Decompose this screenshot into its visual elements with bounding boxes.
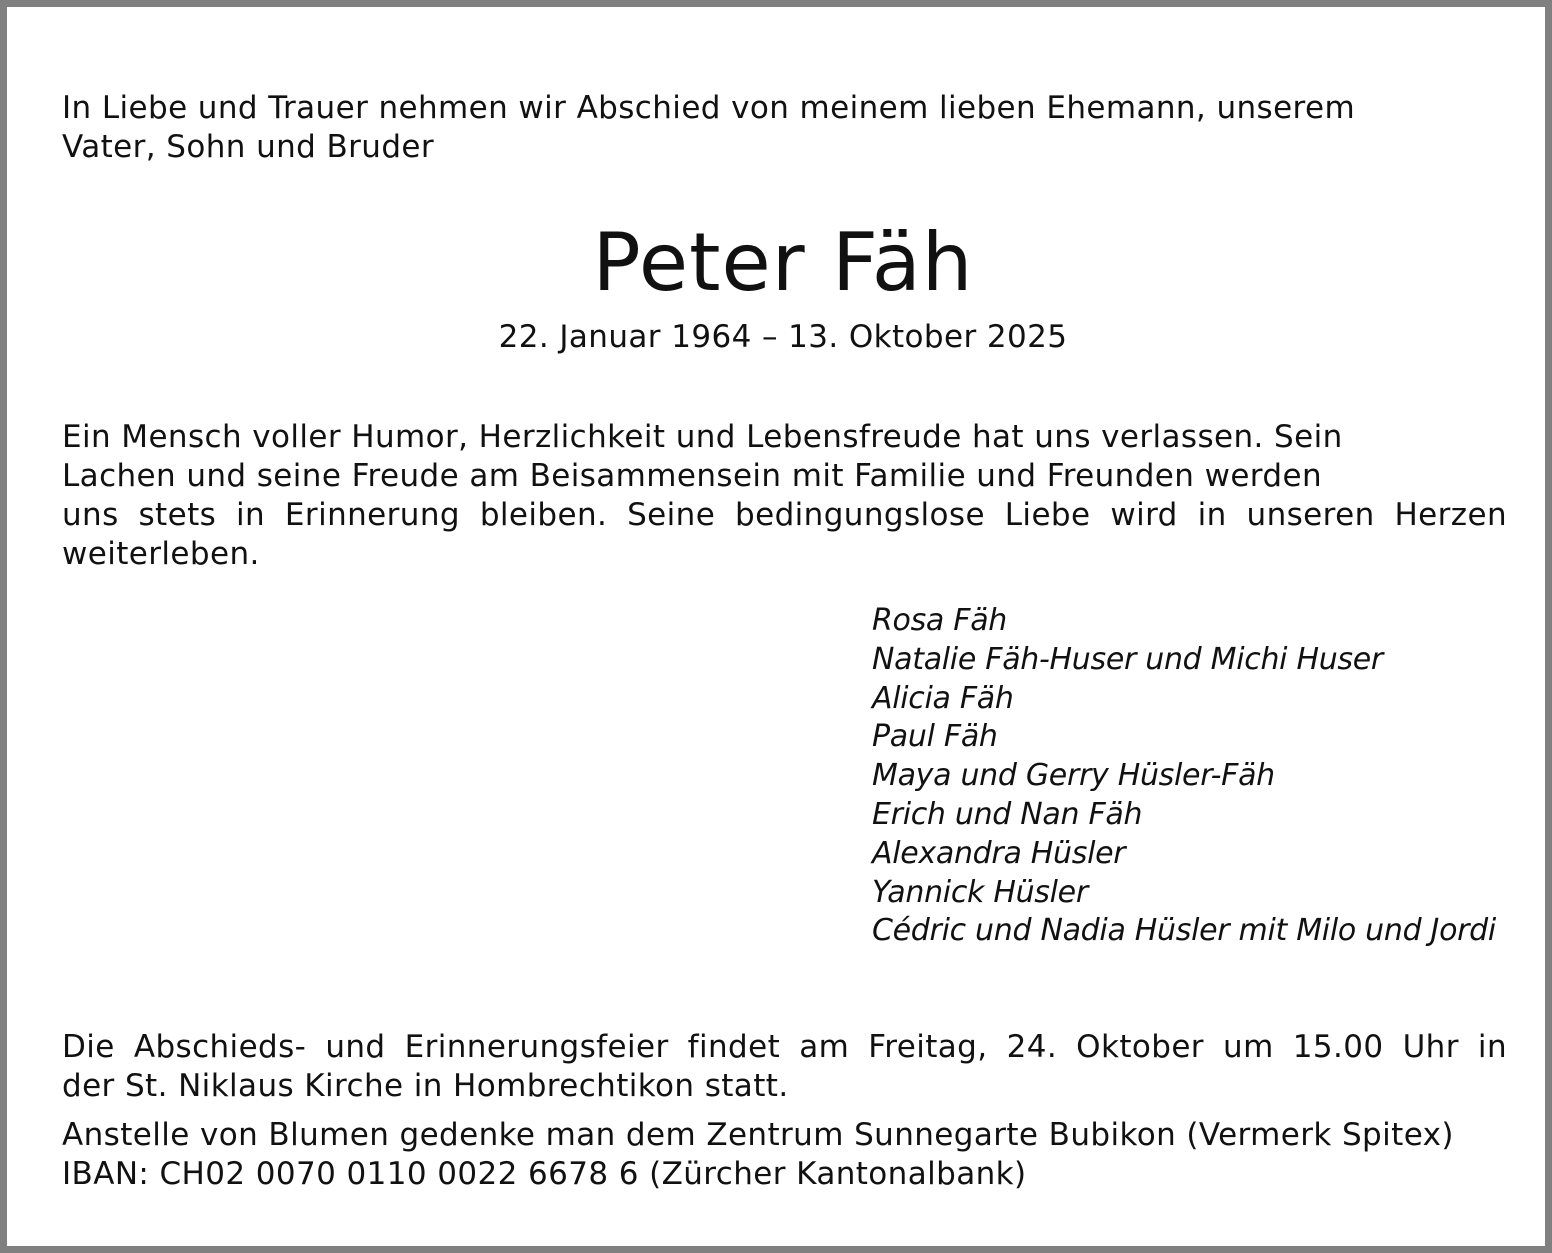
donation-text [62, 1116, 1507, 1194]
deceased-name: Peter Fäh [592, 216, 974, 309]
mourner-name: Maya und Gerry Hüsler-Fäh [872, 758, 1275, 794]
ceremony-text [62, 1028, 1507, 1106]
mourner-name: Alicia Fäh [872, 680, 1014, 716]
tribute-line: Ein Mensch voller Humor, Herzlichkeit und Lebensfreude hat uns verlassen. Sein [62, 419, 1343, 455]
tribute-line: uns stets in Erinnerung bleiben. Seine bedingungslose Liebe wird in unseren Herzen [62, 497, 1507, 533]
mourner-name: Cédric und Nadia Hüsler mit Milo und Jordi [872, 913, 1496, 949]
mourner-name: Natalie Fäh-Huser und Michi Huser [872, 641, 1383, 677]
intro-line: Vater, Sohn und Bruder [62, 129, 435, 165]
tribute-line: weiterleben. [62, 536, 260, 572]
mourner-name: Erich und Nan Fäh [872, 796, 1143, 832]
mourner-name: Alexandra Hüsler [872, 835, 1126, 871]
ceremony-line: Die Abschieds- und Erinnerungsfeier findet am Freitag, 24. Oktober um 15.00 Uhr in [62, 1029, 1507, 1065]
mourner-name: Paul Fäh [872, 719, 998, 755]
donation-line: Anstelle von Blumen gedenke man dem Zentrum Sunnegarte Bubikon (Vermerk Spitex) [62, 1117, 1454, 1153]
mourners-list [872, 602, 1496, 951]
mourner-name: Rosa Fäh [872, 603, 1008, 638]
ceremony-line: der St. Niklaus Kirche in Hombrechtikon statt. [62, 1068, 789, 1104]
tribute-text [62, 418, 1507, 574]
life-dates: 22. Januar 1964 – 13. Oktober 2025 [498, 319, 1068, 355]
mourner-name: Yannick Hüsler [872, 874, 1088, 910]
iban-line: IBAN: CH02 0070 0110 0022 6678 6 (Zürcher Kantonalbank) [62, 1156, 1027, 1192]
intro-line: In Liebe und Trauer nehmen wir Abschied von meinem lieben Ehemann, unserem [62, 90, 1356, 126]
tribute-line: Lachen und seine Freude am Beisammensein mit Familie und Freunden werden [62, 458, 1323, 494]
intro-text [62, 89, 1355, 167]
